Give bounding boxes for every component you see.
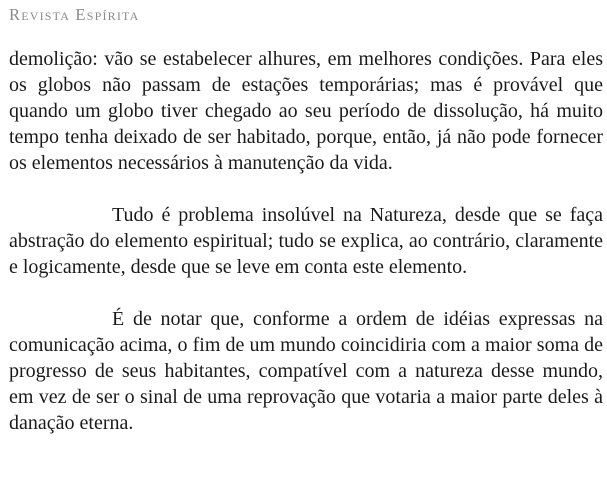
paragraph: Tudo é problema insolúvel na Natureza, desde que se faça abstração do elemento espiritual; tudo se explica, ao contrário, claramente e logicamente, desde que se leve em conta este elemento. [9,204,603,278]
page-body [9,46,603,436]
running-header: Revista Espírita [9,5,140,24]
paragraph: É de notar que, conforme a ordem de idéias expressas na comunicação acima, o fim de um mundo coincidiria com a maior soma de progresso de seus habitantes, compatível com a natureza desse mundo, em vez de ser o sinal de uma reprovação que votaria a maior parte deles à danação eterna. [9,308,603,434]
paragraph-continuation: demolição: vão se estabelecer alhures, em melhores condições. Para eles os globos não passam de estações temporárias; mas é provável que quando um globo tiver chegado ao seu período de dissolução, há muito tempo tenha deixado de ser habitado, porque, então, já não pode fornecer os elementos necessários à manutenção da vida. [9,48,603,174]
